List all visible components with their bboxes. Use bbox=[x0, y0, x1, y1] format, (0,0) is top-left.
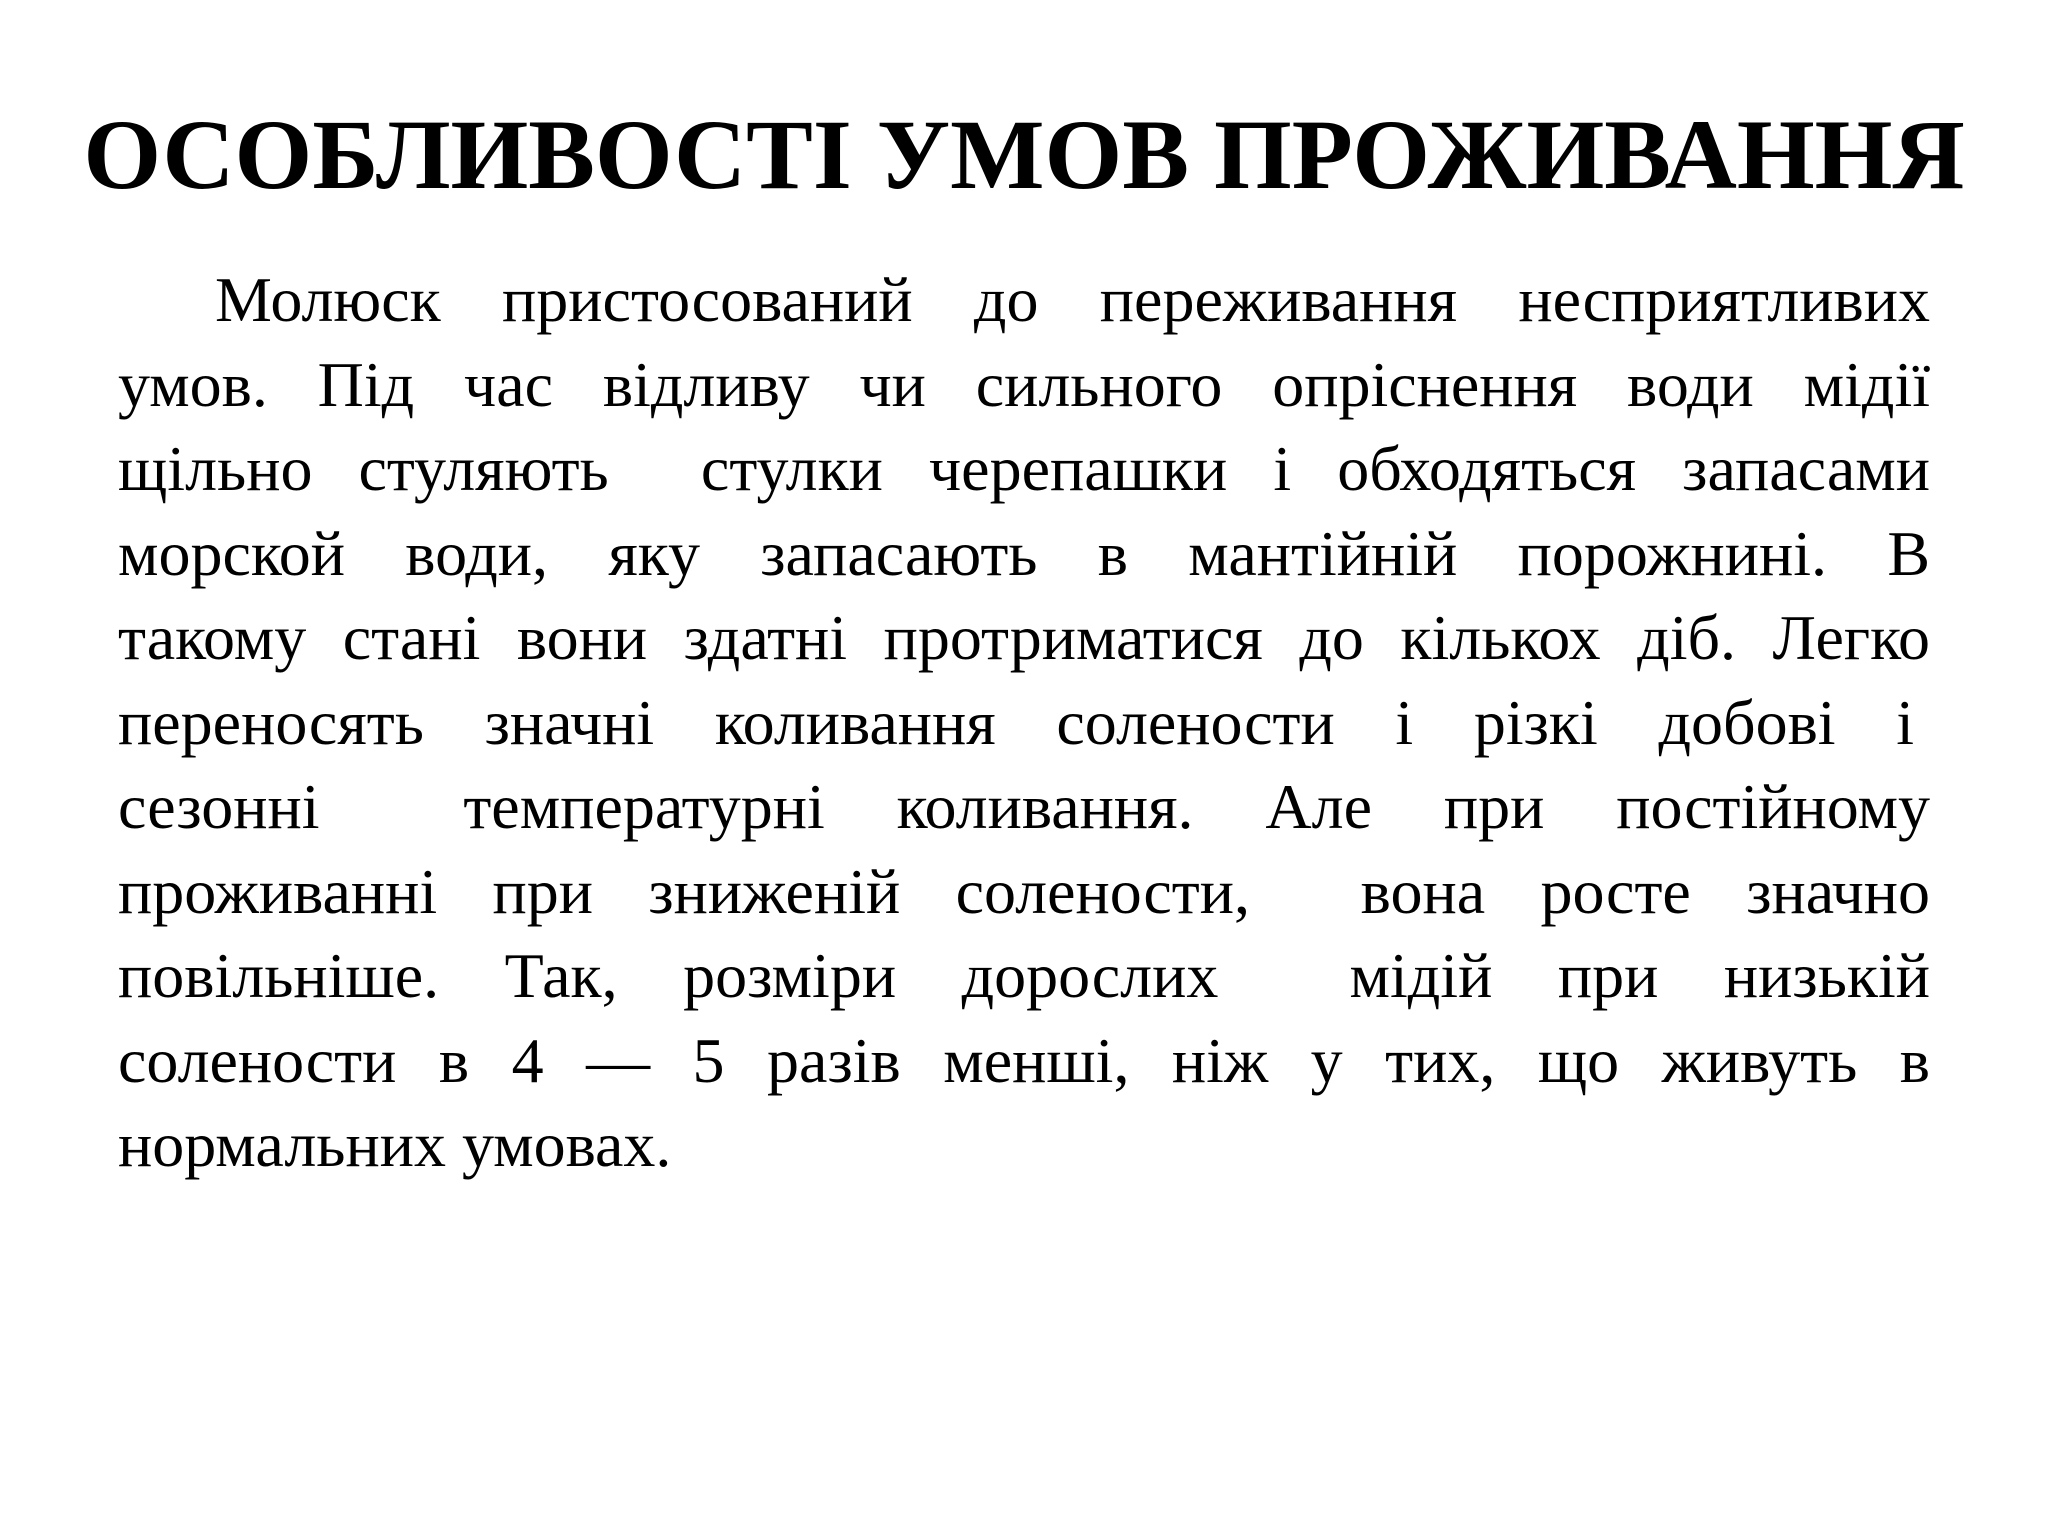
slide-title: ОСОБЛИВОСТІ УМОВ ПРОЖИВАННЯ bbox=[83, 99, 1965, 210]
text-line: Молюск пристосований до переживання несприятливих bbox=[215, 264, 1930, 335]
text-line: солености в 4 — 5 разів менші, ніж у тих, що живуть в bbox=[118, 1024, 1930, 1096]
text-line: повільніше. Так, розміри дорослих мідій при низькій bbox=[118, 940, 1930, 1011]
text-line: переносять значні коливання солености і різкі добові і bbox=[118, 686, 1930, 758]
text-line: проживанні при зниженій солености, вона росте значно bbox=[118, 855, 1930, 927]
text-line: морской води, яку запасають в мантійній порожнині. В bbox=[118, 517, 1930, 589]
text-line: нормальних умовах. bbox=[118, 1109, 672, 1180]
body-paragraph bbox=[118, 258, 1930, 1188]
text-line: сезонні температурні коливання. Але при постійному bbox=[118, 771, 1930, 842]
text-line: щільно стуляють стулки черепашки і обходяться запасами bbox=[118, 433, 1930, 504]
text-line: умов. Під час відливу чи сильного опріснення води мідії bbox=[118, 348, 1930, 420]
text-line: такому стані вони здатні протриматися до кількох діб. Легко bbox=[118, 602, 1930, 673]
